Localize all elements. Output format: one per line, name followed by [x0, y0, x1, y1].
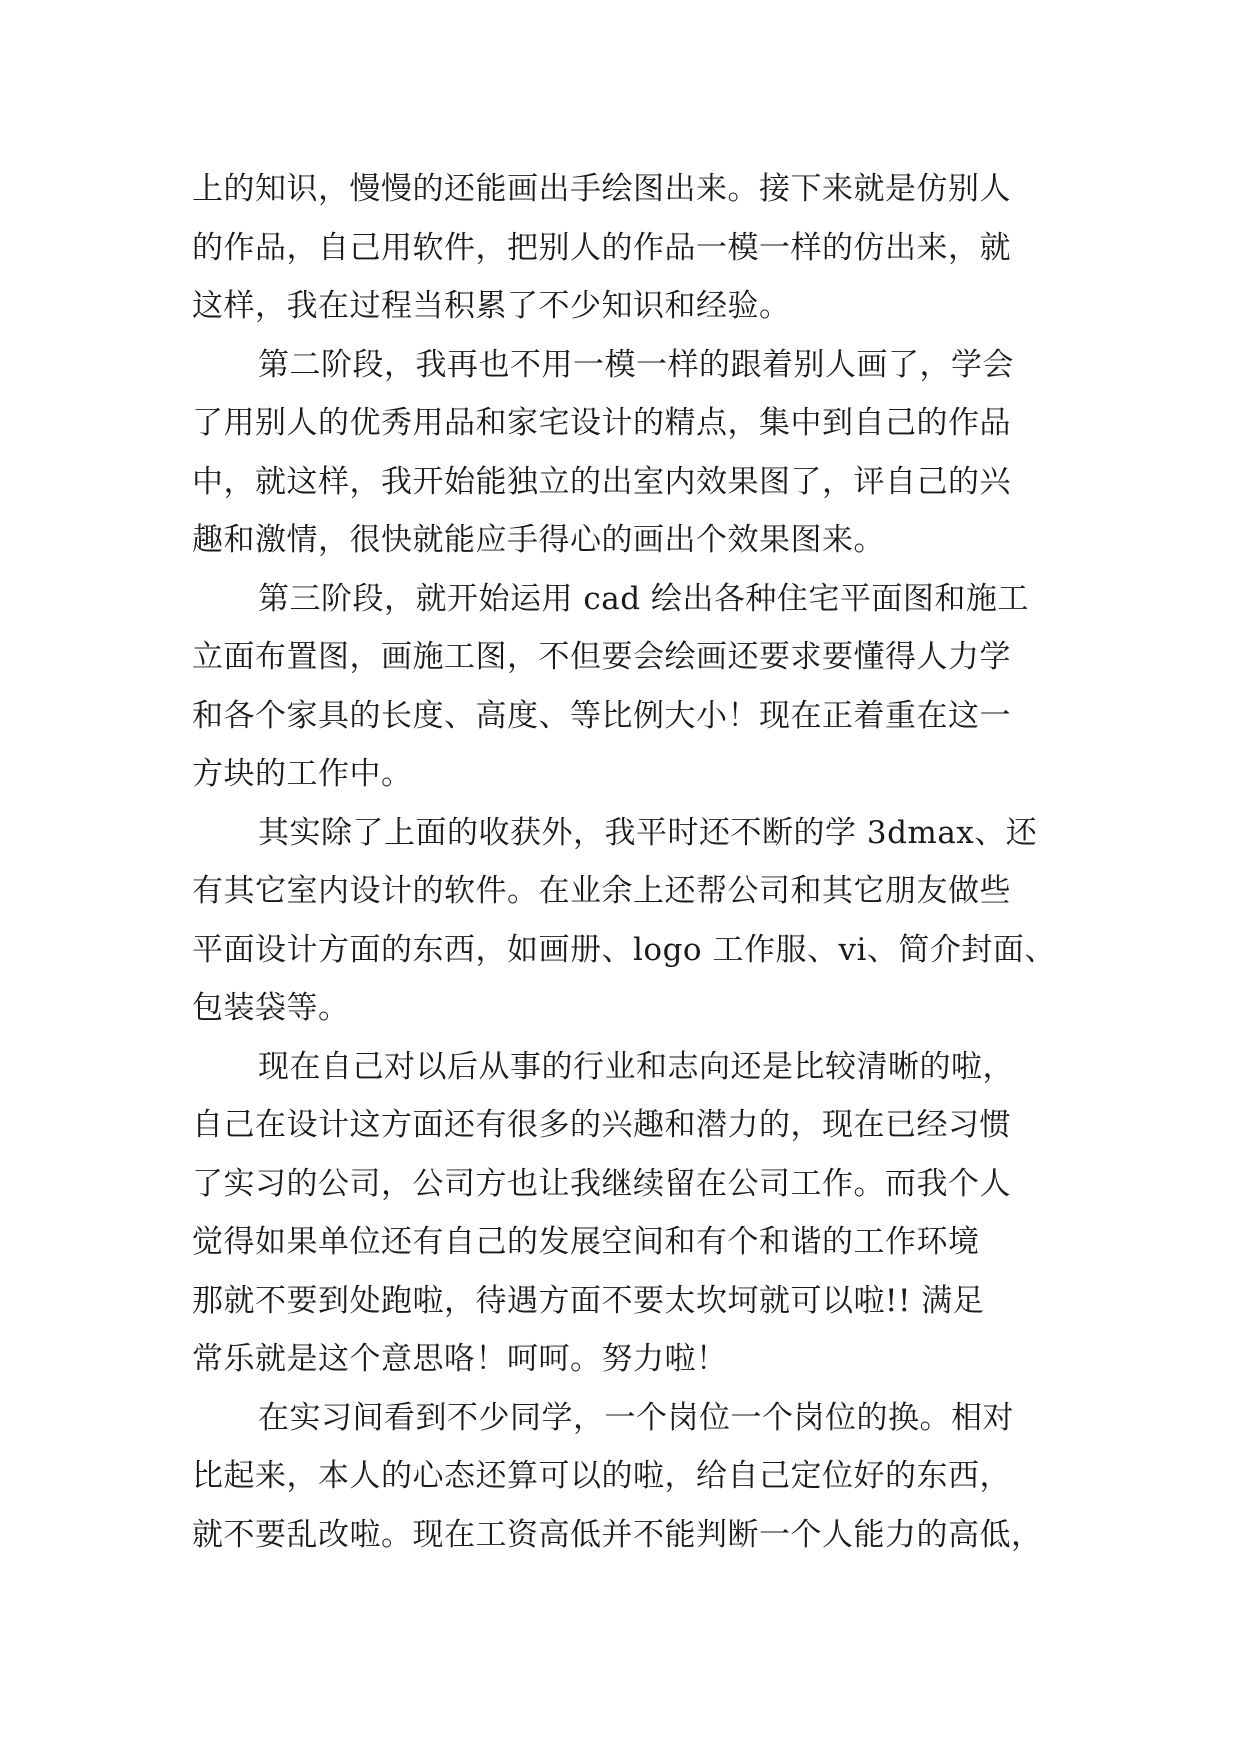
text-line: 就不要乱改啦。现在工资高低并不能判断一个人能力的高低，: [192, 1516, 1043, 1553]
paragraph-start-line: 在实习间看到不少同学，一个岗位一个岗位的换。相对: [258, 1399, 1014, 1436]
text-line: 觉得如果单位还有自己的发展空间和有个和谐的工作环境: [192, 1224, 980, 1260]
paragraph-start-line: 第二阶段，我再也不用一模一样的跟着别人画了，学会: [258, 346, 1014, 383]
text-line: 了实习的公司，公司方也让我继续留在公司工作。而我个人: [192, 1165, 1011, 1202]
text-line: 了用别人的优秀用品和家宅设计的精点，集中到自己的作品: [192, 405, 1011, 441]
text-line: 和各个家具的长度、高度、等比例大小！现在正着重在这一: [192, 697, 1011, 734]
paragraph-start-line: 现在自己对以后从事的行业和志向还是比较清晰的啦，: [258, 1048, 1014, 1085]
text-line: 的作品，自己用软件，把别人的作品一模一样的仿出来，就: [192, 229, 1011, 266]
text-line: 那就不要到处跑啦，待遇方面不要太坎坷就可以啦!! 满足: [192, 1282, 985, 1319]
paragraph-start-line: 第三阶段，就开始运用 cad 绘出各种住宅平面图和施工: [258, 580, 1029, 617]
text-line: 常乐就是这个意思咯！呵呵。努力啦！: [192, 1341, 728, 1377]
paragraph-start-line: 其实除了上面的收获外，我平时还不断的学 3dmax、还: [258, 814, 1038, 851]
text-line: 上的知识，慢慢的还能画出手绘图出来。接下来就是仿别人: [192, 171, 1011, 207]
text-line: 中，就这样，我开始能独立的出室内效果图了，评自己的兴: [192, 463, 1011, 500]
text-line: 趣和激情，很快就能应手得心的画出个效果图来。: [192, 522, 885, 558]
text-line: 有其它室内设计的软件。在业余上还帮公司和其它朋友做些: [192, 873, 1011, 909]
text-line: 比起来，本人的心态还算可以的啦，给自己定位好的东西，: [192, 1458, 1011, 1494]
text-line: 包装袋等。: [192, 990, 350, 1026]
text-line: 平面设计方面的东西，如画册、logo 工作服、vi、简介封面、: [192, 931, 1056, 968]
text-line: 立面布置图，画施工图，不但要会绘画还要求要懂得人力学: [192, 639, 1011, 675]
text-line: 自己在设计这方面还有很多的兴趣和潜力的，现在已经习惯: [192, 1107, 1011, 1143]
body-text: [192, 160, 1062, 1564]
text-line: 方块的工作中。: [192, 756, 413, 792]
text-line: 这样，我在过程当积累了不少知识和经验。: [192, 288, 791, 324]
